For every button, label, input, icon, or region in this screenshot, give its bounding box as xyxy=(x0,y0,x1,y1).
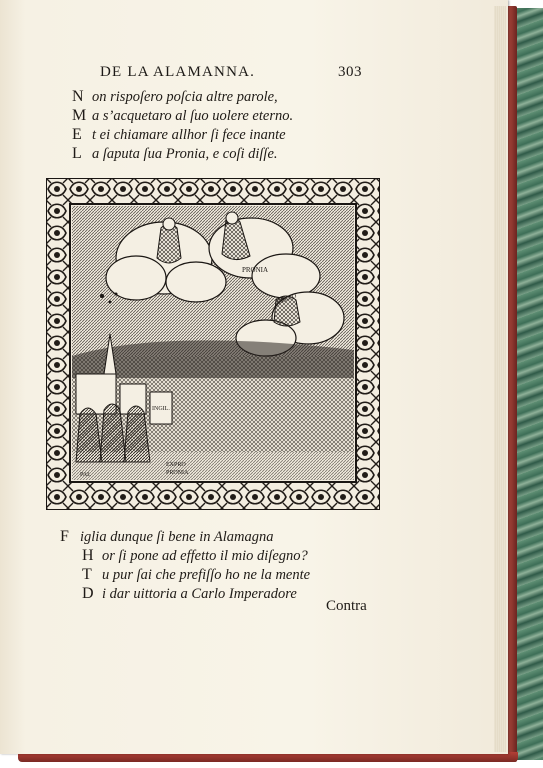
verse-initial: L xyxy=(72,145,82,162)
running-head-title: DE LA ALAMANNA. xyxy=(100,64,256,80)
verse-initial: H xyxy=(82,547,94,564)
verse-text: or ſi pone ad effetto il mio diſegno? xyxy=(102,548,308,564)
verse-initial: E xyxy=(72,126,82,143)
verse-text: t ei chiamare allhor ſi fece inante xyxy=(92,127,286,143)
page-stack-edge xyxy=(494,6,506,752)
verse-line xyxy=(82,585,297,605)
page-number: 303 xyxy=(338,64,362,80)
verse-text: u pur ſai che prefiſſo ho ne la mente xyxy=(102,567,311,583)
verse-initial: N xyxy=(72,88,84,105)
verse-line xyxy=(82,566,310,586)
verse-text: a ſaputa ſua Pronia, e coſi diſſe. xyxy=(92,146,278,162)
verse-initial: T xyxy=(82,566,92,583)
verse-text: on rispoſero poſcia altre parole, xyxy=(92,89,278,105)
verse-line xyxy=(72,88,278,108)
expro-label: EXPRO xyxy=(166,462,186,468)
verse-text: i dar uittoria a Carlo Imperadore xyxy=(102,586,297,602)
verse-line xyxy=(72,107,293,127)
running-header xyxy=(100,64,380,84)
verse-initial: M xyxy=(72,107,87,124)
pronia-bottom-label: PRONIA xyxy=(166,470,189,476)
verse-text: a s’acquetaro al ſuo uolere eterno. xyxy=(92,108,294,124)
pal-label: PAL xyxy=(80,472,91,478)
catchword: Contra xyxy=(326,598,367,614)
woodcut-illustration xyxy=(46,178,380,510)
verse-line xyxy=(72,126,286,146)
cerco-label: CERCO xyxy=(276,293,298,306)
verse-text: iglia dunque ſi bene in Alamagna xyxy=(80,529,274,545)
verse-initial: D xyxy=(82,585,94,602)
verse-initial: F xyxy=(60,528,69,545)
verse-line xyxy=(82,547,308,567)
ingil-label: INGIL. xyxy=(152,406,170,412)
pronia-label: PRONIA xyxy=(242,266,269,274)
verse-line xyxy=(60,528,273,548)
verse-line xyxy=(72,145,278,165)
